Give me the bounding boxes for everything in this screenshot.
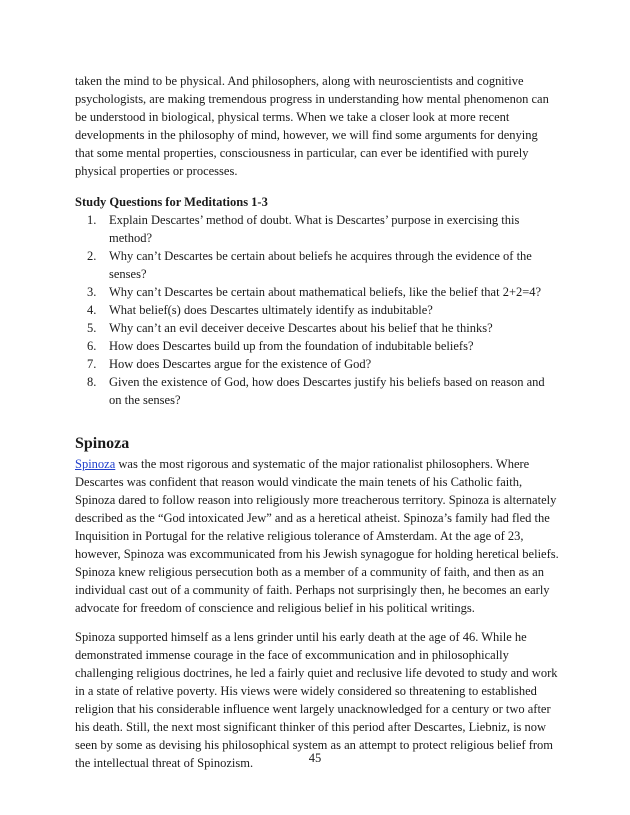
list-item [75, 373, 559, 409]
question-text: How does Descartes argue for the existence of God? [109, 357, 372, 371]
list-item [75, 337, 559, 355]
page-number: 45 [308, 751, 322, 765]
spinoza-paragraph-2: Spinoza supported himself as a lens grinder until his early death at the age of 46. While he demonstrated immense courage in the face of excommunication and in philosophically challenging religious doctrines, he led a fairly quiet and reclusive life devoted to study and work in a state of relative poverty. His views were widely considered so threatening to established religion that his considerable influence went largely unacknowledged for a century or two after his death. Still, the next most significant thinker of this period after Descartes, Liebniz, is now seen by some as devising his philosophical system as an attempt to protect religious belief from the intellectual threat of Spinozism. [75, 630, 558, 770]
question-text: Why can’t an evil deceiver deceive Descartes about his belief that he thinks? [109, 321, 493, 335]
list-item [75, 301, 559, 319]
list-number: 2. [87, 249, 97, 263]
section-heading-spinoza: Spinoza [75, 435, 130, 452]
spinoza-paragraph-1-text: was the most rigorous and systematic of the major rationalist philosophers. Where Descartes was confident that reason would vindicate the main tenets of his Catholic faith, Spinoza dared to follow reason into religiously more treacherous territory. Spinoza is alternately described as the “God intoxicated Jew” and as a heretical atheist. Spinoza’s family had fled the Inquisition in Portugal for the relative religious tolerance of Amsterdam. At the age of 23, however, Spinoza was excommunicated from his Jewish synagogue for holding heretical beliefs. Spinoza knew religious persecution both as a member of a community of faith, and then as an individual cast out of a community of faith. Perhaps not surprisingly then, he becomes an early advocate for freedom of conscience and religious belief in his political writings. [75, 457, 559, 615]
spinoza-paragraph-1 [75, 455, 559, 617]
study-questions-heading: Study Questions for Meditations 1-3 [75, 195, 268, 209]
list-number: 8. [87, 375, 97, 389]
list-item [75, 355, 559, 373]
list-number: 5. [87, 321, 97, 335]
list-number: 4. [87, 303, 97, 317]
list-number: 3. [87, 285, 97, 299]
intro-paragraph: taken the mind to be physical. And philosophers, along with neuroscientists and cognitive psychologists, are making tremendous progress in understanding how mental phenomenon can be understood in biological, physical terms. When we take a closer look at more recent developments in the philosophy of mind, however, we will find some arguments for denying that some mental properties, consciousness in particular, can ever be identified with purely physical properties or processes. [75, 74, 549, 178]
list-item [75, 211, 559, 247]
question-text: Explain Descartes’ method of doubt. What is Descartes’ purpose in exercising this method? [109, 213, 520, 245]
spinoza-link[interactable]: Spinoza [75, 457, 116, 471]
list-number: 7. [87, 357, 97, 371]
question-text: Why can’t Descartes be certain about beliefs he acquires through the evidence of the senses? [109, 249, 532, 281]
question-text: How does Descartes build up from the foundation of indubitable beliefs? [109, 339, 474, 353]
question-text: What belief(s) does Descartes ultimately identify as indubitable? [109, 303, 433, 317]
question-text: Why can’t Descartes be certain about mathematical beliefs, like the belief that 2+2=4? [109, 285, 542, 299]
list-number: 1. [87, 213, 97, 227]
list-item [75, 247, 559, 283]
list-item [75, 283, 559, 301]
question-text: Given the existence of God, how does Descartes justify his beliefs based on reason and on the senses? [109, 375, 545, 407]
study-questions-list [75, 211, 559, 409]
list-number: 6. [87, 339, 97, 353]
list-item [75, 319, 559, 337]
page-content [75, 72, 559, 772]
